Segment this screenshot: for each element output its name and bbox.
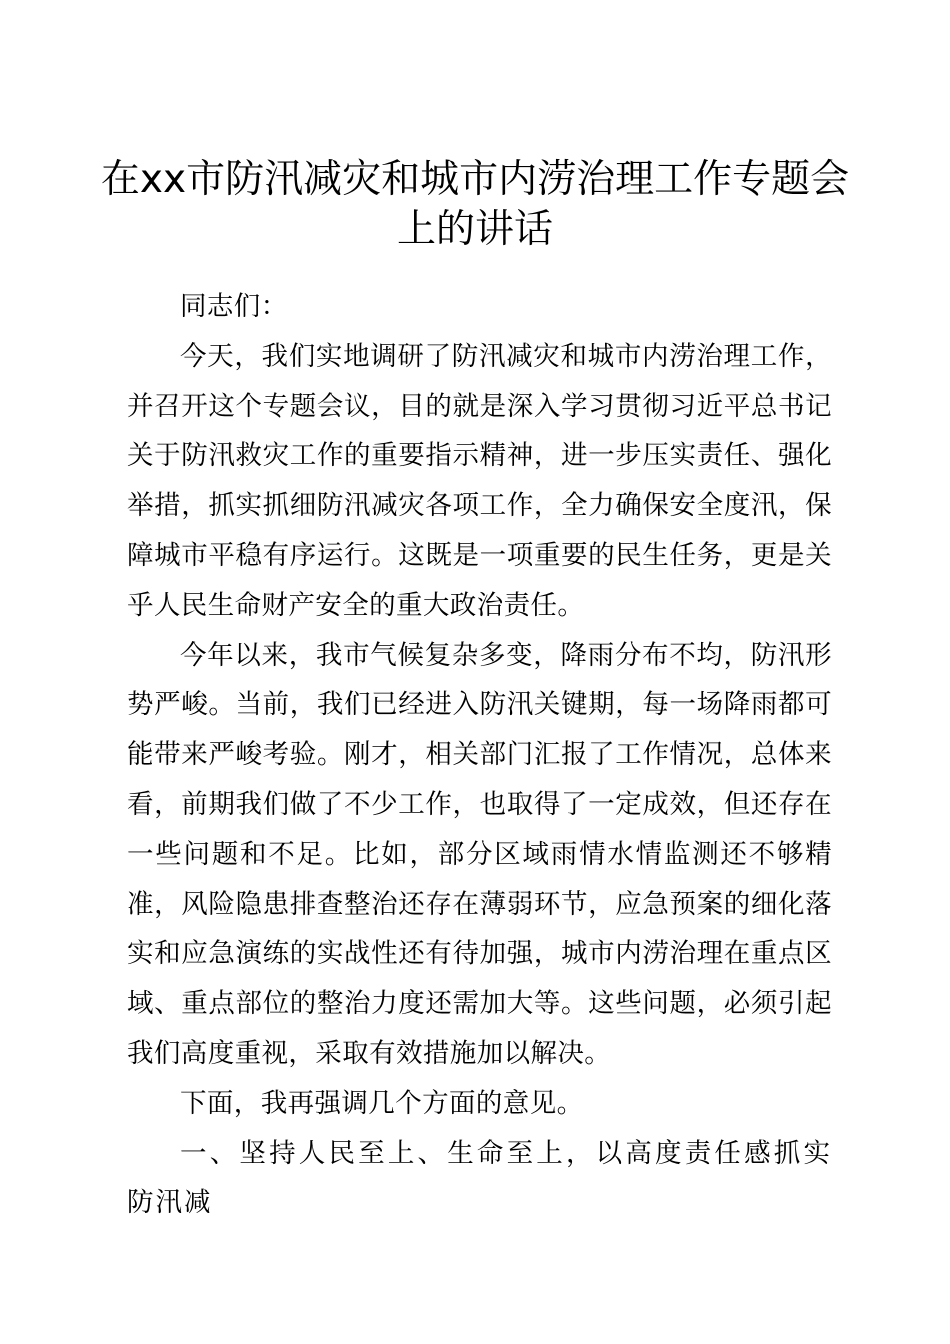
paragraph-2: 今年以来，我市气候复杂多变，降雨分布不均，防汛形势严峻。当前，我们已经进入防汛关键期，每一场降雨都可能带来严峻考验。刚才，相关部门汇报了工作情况，总体来看，前期我们做了不少工作，也取得了一定成效，但还存在一些问题和不足。比如，部分区域雨情水情监测还不够精准，风险隐患排查整治还存在薄弱环节，应急预案的细化落实和应急演练的实战性还有待加强，城市内涝治理在重点区域、重点部位的整治力度还需加大等。这些问题，必须引起我们高度重视，采取有效措施加以解决。 [127,639,832,1069]
document-title: 在xx市防汛减灾和城市内涝治理工作专题会上的讲话 [100,157,850,252]
paragraph-3: 下面，我再强调几个方面的意见。 [180,1087,584,1119]
paragraph-1: 今天，我们实地调研了防汛减灾和城市内涝治理工作，并召开这个专题会议，目的就是深入学习贯彻习近平总书记关于防汛救灾工作的重要指示精神，进一步压实责任、强化举措，抓实抓细防汛减灾各项工作，全力确保安全度汛，保障城市平稳有序运行。这既是一项重要的民生任务，更是关乎人民生命财产安全的重大政治责任。 [127,340,832,621]
document-body [127,282,832,1228]
salutation: 同志们： [180,291,288,322]
section-heading: 一、坚持人民至上、生命至上，以高度责任感抓实防汛减 [127,1137,832,1219]
